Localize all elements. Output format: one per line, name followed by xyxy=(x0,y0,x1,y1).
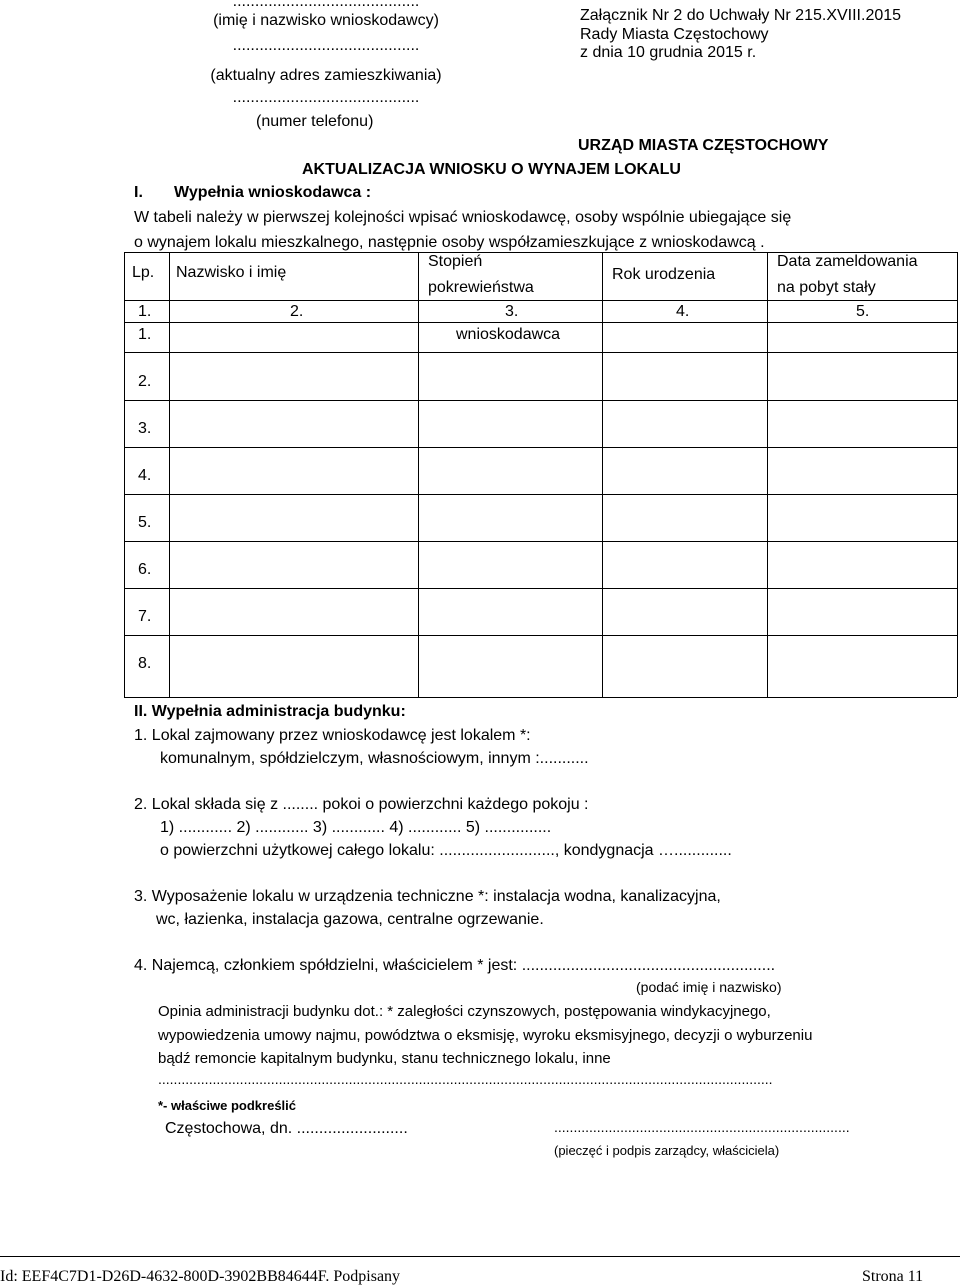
applicant-phone-label: (numer telefonu) xyxy=(256,113,374,130)
annex-line-2: Rady Miasta Częstochowy xyxy=(580,26,769,43)
item2-line-2: 1) ............ 2) ............ 3) ............ 4) ............ 5) ............... xyxy=(160,819,552,836)
row-1-lp: 1. xyxy=(138,326,152,343)
applicant-dots-1: .......................................... xyxy=(232,0,420,10)
applicant-dots-3: .......................................... xyxy=(232,89,420,106)
applicant-name-label: (imię i nazwisko wnioskodawcy) xyxy=(213,12,439,29)
item1-line-2: komunalnym, spółdzielczym, własnościowym, innym :........... xyxy=(160,750,589,767)
row-2-lp: 2. xyxy=(138,373,152,390)
header-name: Nazwisko i imię xyxy=(176,264,287,281)
applicant-address-label: (aktualny adres zamieszkiwania) xyxy=(210,67,442,84)
item3-line-2: wc, łazienka, instalacja gazowa, centralne ogrzewanie. xyxy=(156,911,544,928)
opinion-line-1: Opinia administracji budynku dot.: * zaległości czynszowych, postępowania windykacyjnego, xyxy=(158,1003,771,1020)
opinion-line-2: wypowiedzenia umowy najmu, powództwa o eksmisję, wyroku eksmisyjnego, decyzji o wyburzeniu xyxy=(158,1027,813,1044)
item4-line-1: 4. Najemcą, członkiem spółdzielni, właścicielem * jest: ......................................................... xyxy=(134,957,776,974)
item2-line-3: o powierzchni użytkowej całego lokalu: .........................., kondygnacja …............. xyxy=(160,842,732,859)
section1-instruction-1: W tabeli należy w pierwszej kolejności wpisać wnioskodawcę, osoby wspólnie ubiegające się xyxy=(134,209,792,226)
footnote: *- właściwe podkreślić xyxy=(158,1098,297,1113)
section1-title: Wypełnia wnioskodawca : xyxy=(174,184,372,201)
footer-rule xyxy=(0,1256,960,1257)
row-3-lp: 3. xyxy=(138,420,152,437)
item1-line-1: 1. Lokal zajmowany przez wnioskodawcę jest lokalem *: xyxy=(134,727,531,744)
item3-line-1: 3. Wyposażenie lokalu w urządzenia techniczne *: instalacja wodna, kanalizacyjna, xyxy=(134,888,721,905)
footer-page: Strona 11 xyxy=(862,1268,924,1285)
annex-line-3: z dnia 10 grudnia 2015 r. xyxy=(580,44,757,61)
opinion-line-3: bądź remoncie kapitalnym budynku, stanu technicznego lokalu, inne xyxy=(158,1050,611,1067)
signature-label: (pieczęć i podpis zarządcy, właściciela) xyxy=(554,1143,780,1158)
section2-title: II. Wypełnia administracja budynku: xyxy=(134,703,406,720)
applicant-dots-2: .......................................... xyxy=(232,37,420,54)
item4-note: (podać imię i nazwisko) xyxy=(636,979,782,995)
column-number-4: 4. xyxy=(676,303,690,320)
section1-number: I. xyxy=(134,184,143,201)
footer-id: Id: EEF4C7D1-D26D-4632-800D-3902BB84644F. Podpisany xyxy=(0,1268,401,1285)
opinion-dots: .............................................................................................................................................................. xyxy=(158,1071,773,1087)
header-birth-year: Rok urodzenia xyxy=(612,266,716,283)
office-title: URZĄD MIASTA CZĘSTOCHOWY xyxy=(578,137,829,154)
column-number-2: 2. xyxy=(290,303,304,320)
signature-dots: ............................................................................ xyxy=(554,1119,850,1135)
header-relation-2: pokrewieństwa xyxy=(428,279,534,296)
section1-instruction-2: o wynajem lokalu mieszkalnego, następnie osoby współzamieszkujące z wnioskodawcą . xyxy=(134,234,765,251)
column-number-1: 1. xyxy=(138,303,152,320)
column-number-3: 3. xyxy=(505,303,519,320)
header-registration-1: Data zameldowania xyxy=(777,253,918,270)
row-7-lp: 7. xyxy=(138,608,152,625)
row-4-lp: 4. xyxy=(138,467,152,484)
annex-line-1: Załącznik Nr 2 do Uchwały Nr 215.XVIII.2015 xyxy=(580,7,902,24)
row-8-lp: 8. xyxy=(138,655,152,672)
row-1-relation: wnioskodawca xyxy=(456,326,561,343)
column-number-5: 5. xyxy=(856,303,870,320)
form-title: AKTUALIZACJA WNIOSKU O WYNAJEM LOKALU xyxy=(302,161,681,178)
header-relation-1: Stopień xyxy=(428,253,483,270)
header-lp: Lp. xyxy=(132,264,155,281)
row-6-lp: 6. xyxy=(138,561,152,578)
header-registration-2: na pobyt stały xyxy=(777,279,876,296)
row-5-lp: 5. xyxy=(138,514,152,531)
item2-line-1: 2. Lokal składa się z ........ pokoi o powierzchni każdego pokoju : xyxy=(134,796,589,813)
place-date: Częstochowa, dn. ......................... xyxy=(165,1120,408,1137)
